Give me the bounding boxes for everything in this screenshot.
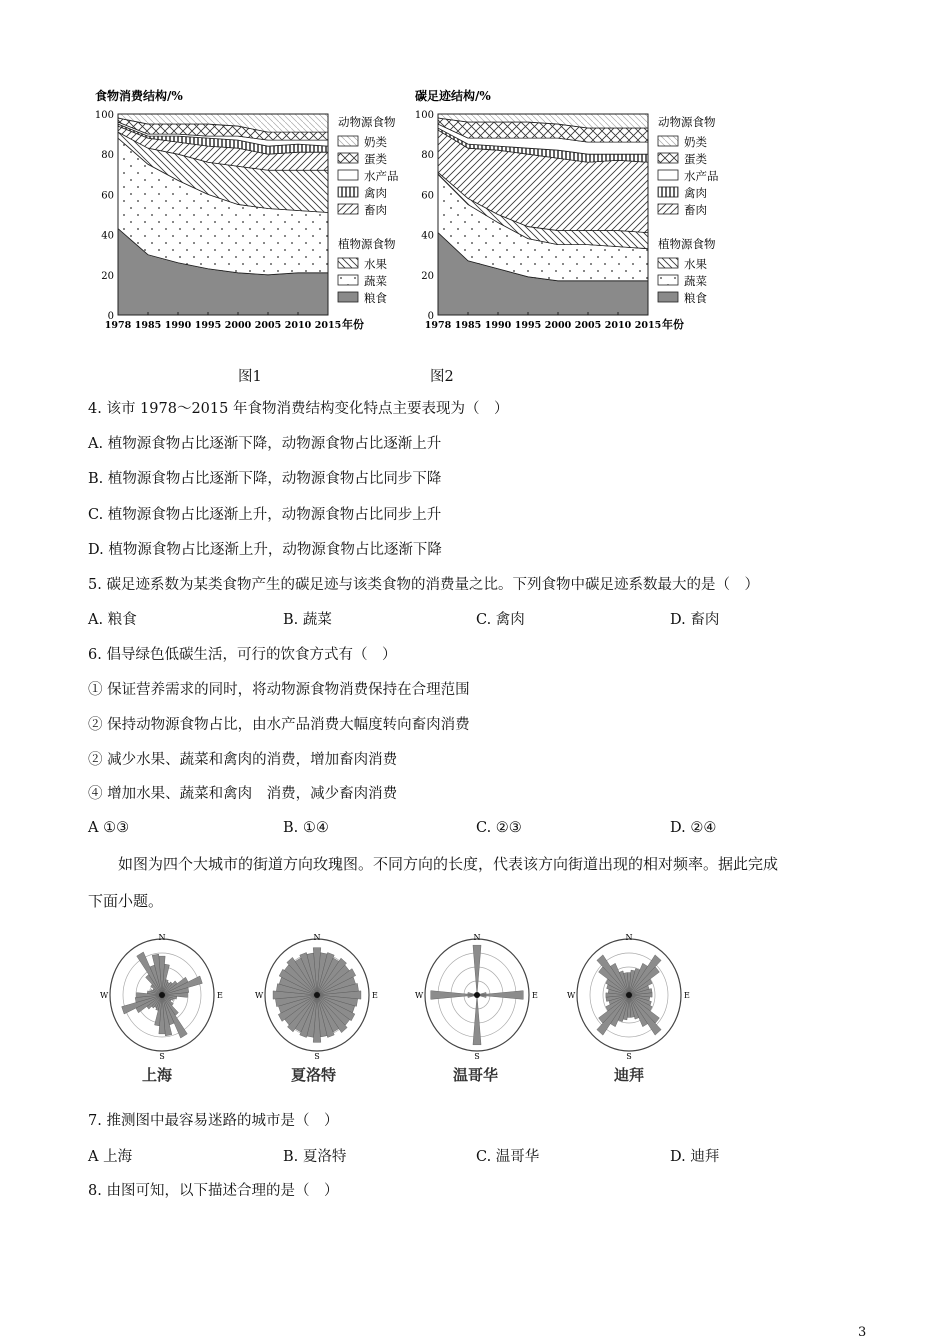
question-7-stem: 7. 推测图中最容易迷路的城市是（ ） (88, 1113, 339, 1129)
x-axis-label: 年份 (662, 318, 684, 331)
legend-label: 禽肉 (364, 186, 387, 200)
figure-caption-2: 图2 (430, 369, 454, 385)
y-tick-label: 0 (427, 311, 434, 322)
question-6-stem: 6. 倡导绿色低碳生活，可行的饮食方式有（ ） (88, 647, 397, 663)
rose-label-charlotte: 夏洛特 (291, 1066, 337, 1084)
rose-label-shanghai: 上海 (142, 1066, 173, 1084)
legend-label: 畜肉 (684, 203, 707, 217)
legend-swatch (658, 258, 678, 268)
x-tick-label: 2015 (314, 320, 342, 331)
y-tick-label: 60 (421, 190, 434, 202)
compass-s: S (159, 1052, 165, 1060)
compass-e: E (372, 991, 378, 1000)
q4-option-a: A. 植物源食物占比逐渐下降，动物源食物占比逐渐上升 (88, 436, 442, 452)
legend-swatch (658, 153, 678, 163)
compass-s: S (474, 1052, 480, 1060)
legend-label: 禽肉 (684, 186, 707, 200)
question-4-stem: 4. 该市 1978～2015 年食物消费结构变化特点主要表现为（ ） (88, 401, 509, 417)
x-tick-label: 2005 (574, 320, 602, 331)
compass-e: E (684, 991, 690, 1000)
street-rose-charlotte (255, 928, 379, 1060)
q7-option-a: A 上海 (88, 1149, 133, 1165)
legend-label: 蔬菜 (364, 274, 387, 288)
legend-group-plant: 植物源食物 (338, 237, 396, 251)
legend-swatch (658, 187, 678, 197)
chart-title: 碳足迹结构/% (415, 89, 491, 103)
legend-label: 蛋类 (684, 152, 707, 166)
x-tick-label: 2000 (224, 320, 252, 331)
x-tick-label: 1990 (164, 320, 192, 331)
legend-swatch (338, 136, 358, 146)
q7-option-c: C. 温哥华 (476, 1149, 540, 1165)
page-number: 3 (858, 1325, 867, 1340)
q4-option-b: B. 植物源食物占比逐渐下降，动物源食物占比同步下降 (88, 471, 442, 487)
food-consumption-chart (93, 86, 413, 341)
figure-caption-1: 图1 (238, 369, 262, 385)
compass-w: W (100, 991, 109, 1000)
legend-label: 蛋类 (364, 152, 387, 166)
x-axis-label: 年份 (342, 318, 364, 331)
compass-w: W (415, 991, 424, 1000)
q5-option-b: B. 蔬菜 (283, 612, 332, 628)
question-5-stem: 5. 碳足迹系数为某类食物产生的碳足迹与该类食物的消费量之比。下列食物中碳足迹系数最大的是（ ） (88, 577, 759, 593)
legend-label: 粮食 (364, 291, 387, 305)
q5-option-c: C. 禽肉 (476, 612, 525, 628)
x-tick-label: 2010 (284, 320, 312, 331)
q7-option-d: D. 迪拜 (670, 1149, 720, 1165)
legend-label: 水果 (684, 257, 707, 271)
compass-w: W (567, 991, 576, 1000)
legend-label: 水产品 (684, 169, 719, 183)
street-rose-vancouver (415, 928, 539, 1060)
y-tick-label: 20 (421, 270, 434, 282)
carbon-footprint-chart (413, 86, 738, 341)
q6-statement-3: ② 减少水果、蔬菜和禽肉的消费，增加畜肉消费 (88, 752, 398, 768)
rose-intro-line-2: 下面小题。 (88, 892, 164, 910)
q6-option-b: B. ①④ (283, 820, 329, 836)
legend-label: 奶类 (364, 135, 387, 149)
y-tick-label: 20 (101, 270, 114, 282)
x-tick-label: 1978 (424, 320, 452, 331)
y-tick-label: 100 (414, 110, 434, 121)
x-tick-label: 1995 (194, 320, 222, 331)
rose-intro-line-1: 如图为四个大城市的街道方向玫瑰图。不同方向的长度，代表该方向街道出现的相对频率。据此完成 (118, 855, 779, 873)
legend-swatch (658, 204, 678, 214)
street-rose-dubai (567, 928, 691, 1060)
compass-n: N (313, 933, 321, 942)
y-tick-label: 60 (101, 190, 114, 202)
legend-label: 水产品 (364, 169, 399, 183)
q6-statement-1: ① 保证营养需求的同时，将动物源食物消费保持在合理范围 (88, 682, 470, 698)
street-rose-shanghai (100, 928, 224, 1060)
legend-swatch (338, 204, 358, 214)
y-tick-label: 40 (101, 230, 114, 242)
q5-option-d: D. 畜肉 (670, 612, 720, 628)
legend-swatch (338, 292, 358, 302)
legend-label: 奶类 (684, 135, 707, 149)
q5-option-a: A. 粮食 (88, 612, 137, 628)
legend-label: 水果 (364, 257, 387, 271)
legend-swatch (338, 275, 358, 285)
compass-s: S (626, 1052, 632, 1060)
q6-option-c: C. ②③ (476, 820, 522, 836)
q7-option-b: B. 夏洛特 (283, 1149, 347, 1165)
y-tick-label: 80 (421, 150, 434, 162)
legend-label: 畜肉 (364, 203, 387, 217)
x-tick-label: 1985 (134, 320, 162, 331)
rose-label-vancouver: 温哥华 (453, 1066, 499, 1084)
compass-n: N (158, 933, 166, 942)
legend-swatch (338, 153, 358, 163)
x-tick-label: 1995 (514, 320, 542, 331)
compass-e: E (532, 991, 538, 1000)
compass-w: W (255, 991, 264, 1000)
legend-label: 蔬菜 (684, 274, 707, 288)
x-tick-label: 1985 (454, 320, 482, 331)
y-tick-label: 40 (421, 230, 434, 242)
legend-swatch (338, 187, 358, 197)
legend-swatch (658, 275, 678, 285)
x-tick-label: 1978 (104, 320, 132, 331)
y-tick-label: 0 (107, 311, 114, 322)
question-8-stem: 8. 由图可知，以下描述合理的是（ ） (88, 1183, 339, 1199)
legend-group-animal: 动物源食物 (658, 115, 716, 129)
x-tick-label: 2005 (254, 320, 282, 331)
x-tick-label: 2015 (634, 320, 662, 331)
q6-statement-4: ④ 增加水果、蔬菜和禽肉 消费，减少畜肉消费 (88, 786, 398, 802)
rose-center (314, 992, 320, 998)
rose-label-dubai: 迪拜 (614, 1066, 645, 1084)
compass-e: E (217, 991, 223, 1000)
legend-label: 粮食 (684, 291, 707, 305)
legend-swatch (338, 258, 358, 268)
q4-option-d: D. 植物源食物占比逐渐上升，动物源食物占比逐渐下降 (88, 542, 442, 558)
rose-center (626, 992, 632, 998)
rose-center (159, 992, 165, 998)
compass-n: N (473, 933, 481, 942)
q6-option-d: D. ②④ (670, 820, 717, 836)
q6-statement-2: ② 保持动物源食物占比，由水产品消费大幅度转向畜肉消费 (88, 717, 470, 733)
x-tick-label: 1990 (484, 320, 512, 331)
compass-n: N (625, 933, 633, 942)
y-tick-label: 100 (94, 110, 114, 121)
legend-swatch (658, 136, 678, 146)
y-tick-label: 80 (101, 150, 114, 162)
compass-s: S (314, 1052, 320, 1060)
q4-option-c: C. 植物源食物占比逐渐上升，动物源食物占比同步上升 (88, 507, 442, 523)
chart-title: 食物消费结构/% (95, 89, 183, 103)
x-tick-label: 2000 (544, 320, 572, 331)
legend-group-plant: 植物源食物 (658, 237, 716, 251)
x-tick-label: 2010 (604, 320, 632, 331)
legend-swatch (338, 170, 358, 180)
q6-option-a: A ①③ (88, 820, 130, 836)
legend-swatch (658, 170, 678, 180)
legend-group-animal: 动物源食物 (338, 115, 396, 129)
legend-swatch (658, 292, 678, 302)
rose-center (474, 992, 480, 998)
